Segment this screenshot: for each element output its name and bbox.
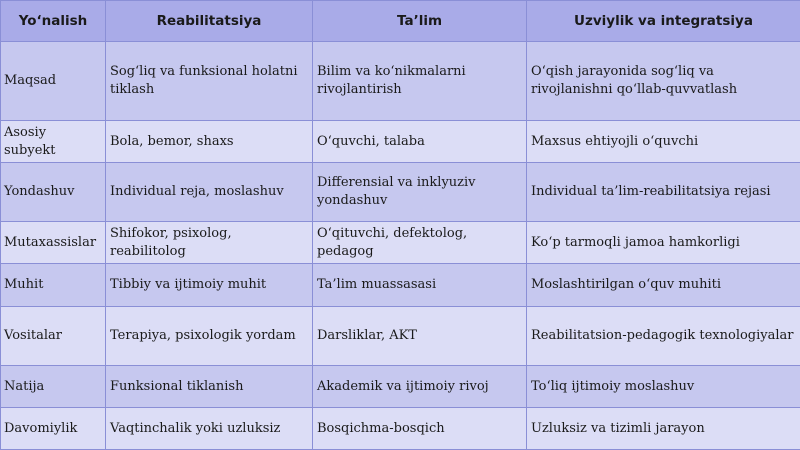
table-cell: O‘qituvchi, defektolog, pedagog (313, 222, 527, 264)
table-cell: Bilim va ko‘nikmalarni rivojlantirish (313, 42, 527, 121)
table-cell: Tibbiy va ijtimoiy muhit (106, 264, 313, 307)
row-label-cell: Natija (1, 366, 106, 408)
table-row (1, 163, 800, 222)
row-label-cell: Asosiy subyekt (1, 121, 106, 163)
row-label-cell: Vositalar (1, 307, 106, 366)
table-cell: Reabilitatsion-pedagogik texnologiyalar (527, 307, 800, 366)
table-cell: Shifokor, psixolog, reabilitolog (106, 222, 313, 264)
table-row (1, 366, 800, 408)
row-label-cell: Mutaxassislar (1, 222, 106, 264)
header-cell-rehabilitation: Reabilitatsiya (106, 1, 313, 42)
table-cell: Individual reja, moslashuv (106, 163, 313, 222)
row-label-cell: Yondashuv (1, 163, 106, 222)
table-cell: Bosqichma-bosqich (313, 408, 527, 450)
table-row (1, 307, 800, 366)
table-cell: Akademik va ijtimoiy rivoj (313, 366, 527, 408)
table-cell: Differensial va inklyuziv yondashuv (313, 163, 527, 222)
table-cell: To‘liq ijtimoiy moslashuv (527, 366, 800, 408)
table-cell: Funksional tiklanish (106, 366, 313, 408)
table-row (1, 121, 800, 163)
header-cell-integration: Uzviylik va integratsiya (527, 1, 800, 42)
table-row (1, 408, 800, 450)
table-row (1, 222, 800, 264)
table-cell: Maxsus ehtiyojli o‘quvchi (527, 121, 800, 163)
table-row (1, 264, 800, 307)
table-cell: Ko‘p tarmoqli jamoa hamkorligi (527, 222, 800, 264)
table-cell: Vaqtinchalik yoki uzluksiz (106, 408, 313, 450)
table-cell: O‘qish jarayonida sog‘liq va rivojlanishni qo‘llab-quvvatlash (527, 42, 800, 121)
table-cell: O‘quvchi, talaba (313, 121, 527, 163)
row-label-cell: Davomiylik (1, 408, 106, 450)
row-label-cell: Muhit (1, 264, 106, 307)
table-cell: Ta’lim muassasasi (313, 264, 527, 307)
row-label-cell: Maqsad (1, 42, 106, 121)
table-cell: Sog‘liq va funksional holatni tiklash (106, 42, 313, 121)
table-cell: Bola, bemor, shaxs (106, 121, 313, 163)
header-row (1, 1, 800, 42)
table-row (1, 42, 800, 121)
table-cell: Individual ta’lim-reabilitatsiya rejasi (527, 163, 800, 222)
header-cell-direction: Yo‘nalish (1, 1, 106, 42)
table-cell: Uzluksiz va tizimli jarayon (527, 408, 800, 450)
table-cell: Terapiya, psixologik yordam (106, 307, 313, 366)
table-cell: Darsliklar, AKT (313, 307, 527, 366)
header-cell-education: Ta’lim (313, 1, 527, 42)
table-cell: Moslashtirilgan o‘quv muhiti (527, 264, 800, 307)
